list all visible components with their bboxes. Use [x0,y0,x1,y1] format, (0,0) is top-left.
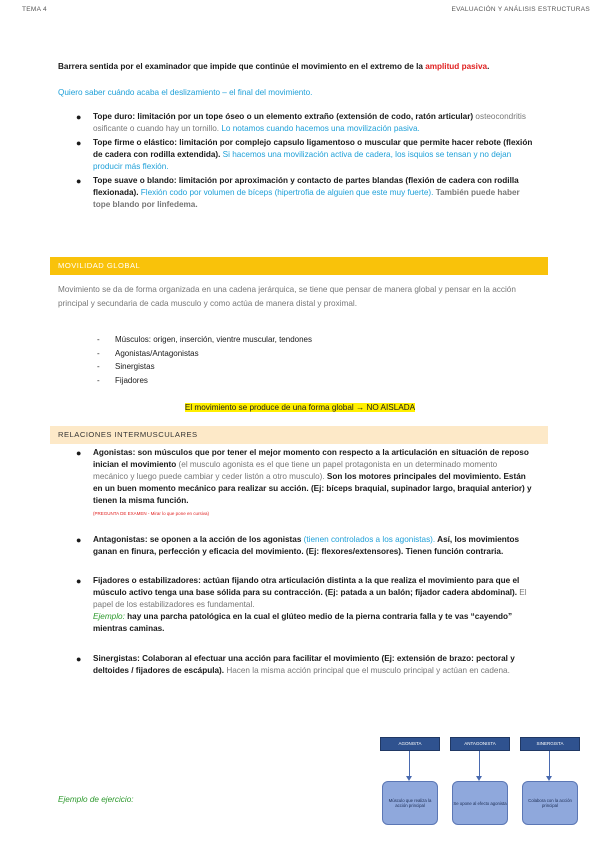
bullet-icon: ● [76,535,82,545]
relaciones-list [76,447,533,677]
list-item: ● Agonistas: son músculos que por tener el mejor momento con respecto a la articulación en situación de reposo inician el movimiento (el musculo agonista es el que tiene un papel protagonista en un determinado momento mecánico y luego puede cambiar y ceder listón a otro musculo). Son los motores principales del movimiento. Están en un buen momento mecánico para realizar su acción. (Ej: bíceps braquial, supinador largo, braquial anterior) y tienen la misma función. (PREGUNTA DE EXAMEN - Mirar lo que pone en cursiva) [76,448,532,516]
dash-icon: - [97,362,100,371]
dash-icon: - [97,348,100,358]
header-right: EVALUACIÓN Y ANÁLISIS ESTRUCTURAS [451,6,590,13]
list-item: - Fijadores [97,374,312,388]
diagram-antagonista-desc: Se opone al efecto agonista [452,781,508,825]
bullet-icon: ● [76,138,82,148]
highlight-text: El movimiento se produce de una forma global → NO AISLADA [184,403,416,412]
bullet-icon: ● [76,654,82,664]
list-item: - Músculos: origen, inserción, vientre muscular, tendones [97,333,312,347]
section-title: RELACIONES INTERMUSCULARES [58,430,198,439]
arrow-icon [409,751,410,777]
bullet-icon: ● [76,448,82,458]
list-item: - Agonistas/Antagonistas [97,347,312,361]
arrow-icon [549,751,550,777]
bullet-icon: ● [76,176,82,186]
diagram-sinergista-header: SINERGISTA [520,737,580,751]
diagram-antagonista-header: ANTAGONISTA [450,737,510,751]
diagram-agonista-header: AGONISTA [380,737,440,751]
movilidad-paragraph: Movimiento se da de forma organizada en una cadena jerárquica, se tiene que pensar de manera global y pensar en la acción principal y secundaria de cada musculo y como actúa de manera distal y proximal. [58,285,516,308]
list-item: ● Fijadores o estabilizadores: actúan fijando otra articulación distinta a la que realiza el movimiento para que el músculo activo tenga una base sólida para su contracción. (Ej: patada a un balón; fijador cadera abdominal). El papel de los estabilizadores es fundamental. Ejemplo: hay una parcha patológica en la cual el glúteo medio de la pierna contraria falla y te vas “cayendo” mientras caminas. [76,576,527,633]
section-band-movilidad [50,257,548,275]
list-item: ● Sinergistas: Colaboran al efectuar una acción para facilitar el movimiento (Ej: extensión de brazo: pectoral y deltoides / fijadores de escápula). Hacen la misma acción principal que el musculo principal y actúan en cadena. [76,654,515,675]
list-item: ● Tope firme o elástico: limitación por complejo capsulo ligamentoso o muscular que permite hacer rebote (flexión de cadera con rodilla extendida). Si hacemos una movilización activa de cadera, los isquios se tensan y no dejan producir más flexión. [76,138,533,171]
header-left: TEMA 4 [22,6,47,13]
arrow-icon [479,751,480,777]
intro-blue-note: Quiero saber cuándo acaba el deslizamiento – el final del movimiento. [58,88,313,97]
section-title: MOVILIDAD GLOBAL [58,261,141,270]
list-item: ● Tope suave o blando: limitación por aproximación y contacto de partes blandas (flexión de cadera con rodilla flexionada). Flexión codo por volumen de bíceps (hipertrofia de alguien que este muy fuerte). También puede haber tope blando por linfedema. [76,176,520,209]
topes-list [76,111,533,211]
bullet-icon: ● [76,112,82,122]
amplitud-pasiva-term: amplitud pasiva [425,62,488,71]
list-item: ● Antagonistas: se oponen a la acción de los agonistas (tienen controlados a los agonistas). Así, los movimientos ganan en finura, perfección y eficacia del movimiento. (Ej: flexores/extensores). Tienen función contraria. [76,535,520,556]
diagram-sinergista-desc: Colabora con la acción principal [522,781,578,825]
exercise-label: Ejemplo de ejercicio: [58,795,134,804]
section-band-relaciones [50,426,548,444]
bullet-icon: ● [76,576,82,586]
list-item: - Sinergistas [97,360,312,374]
movilidad-items [97,333,312,387]
intro-definition: Barrera sentida por el examinador que impide que continúe el movimiento en el extremo de la amplitud pasiva. [58,62,490,71]
diagram-agonista-desc: Músculo que realiza la acción principal [382,781,438,825]
highlight-line [0,401,600,415]
dash-icon: - [97,335,100,344]
dash-icon: - [97,375,100,385]
list-item: ● Tope duro: limitación por un tope óseo o un elemento extraño (extensión de codo, ratón articular) osteocondritis osificante o cuando hay un tornillo. Lo notamos cuando hacemos una movilización pasiva. [76,112,526,133]
exam-note: (PREGUNTA DE EXAMEN - Mirar lo que pone en cursiva) [93,511,209,516]
